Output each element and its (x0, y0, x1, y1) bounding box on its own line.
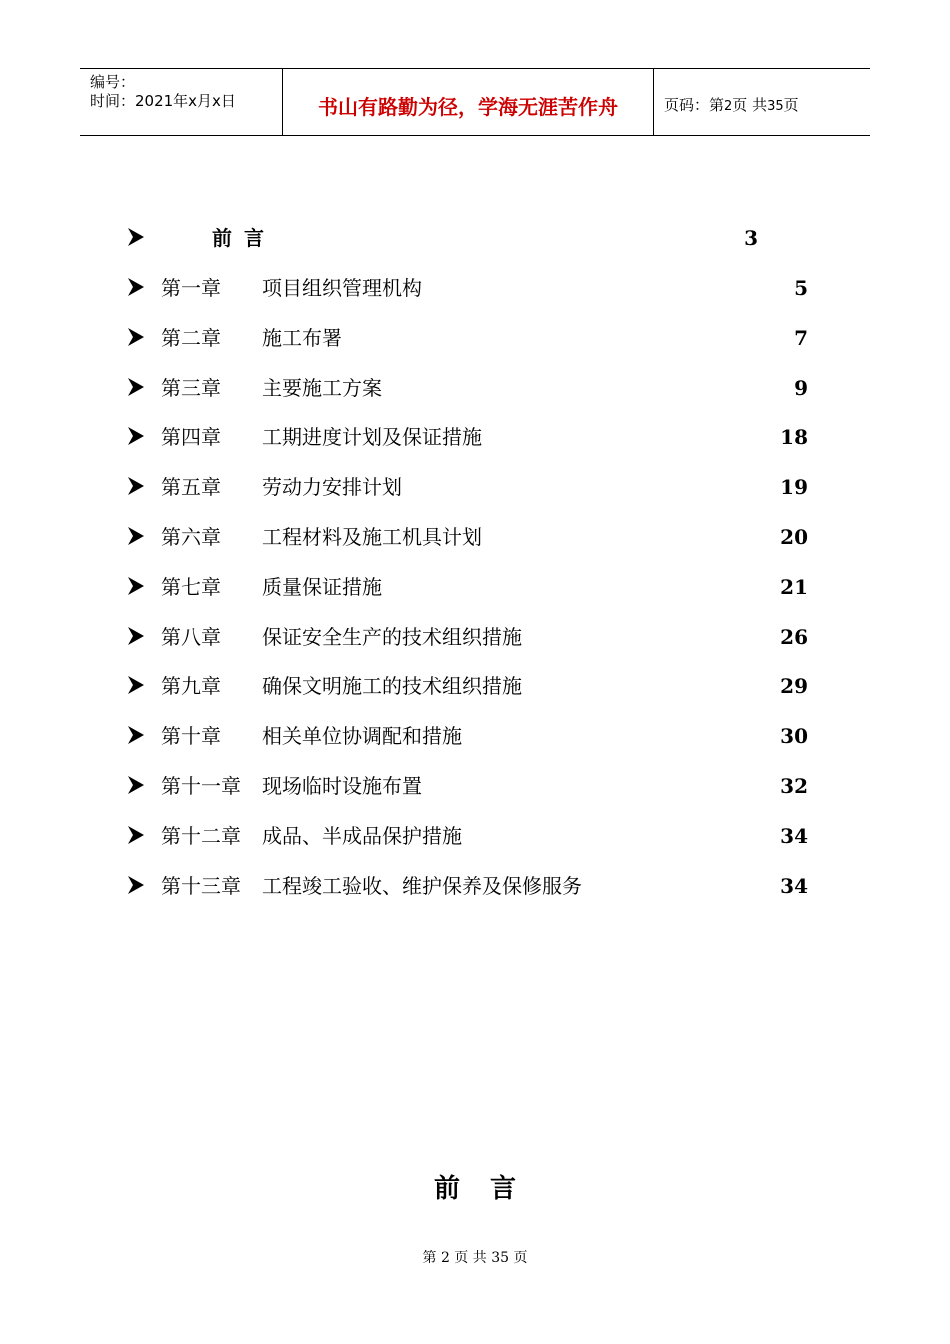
arrow-bullet-icon (127, 376, 145, 398)
arrow-bullet-icon (127, 625, 145, 647)
arrow-bullet-icon (127, 226, 145, 248)
toc-page-number: 20 (780, 525, 808, 549)
toc-chapter-title: 工程材料及施工机具计划 (262, 525, 482, 549)
toc-page-number: 18 (780, 425, 808, 449)
number-label: 编号： (90, 73, 136, 91)
toc-chapter-title: 成品、半成品保护措施 (262, 824, 462, 848)
toc-chapter-title: 劳动力安排计划 (262, 475, 402, 499)
toc-chapter-number: 第十二章 (161, 824, 241, 848)
toc-chapter-title: 保证安全生产的技术组织措施 (262, 625, 522, 649)
toc-chapter-title: 相关单位协调配和措施 (262, 724, 462, 748)
toc-chapter-number: 第一章 (161, 276, 221, 300)
arrow-bullet-icon (127, 525, 145, 547)
toc-chapter-title: 现场临时设施布置 (262, 774, 422, 798)
toc-row[interactable] (0, 573, 950, 603)
toc-preface-label: 前言 (212, 226, 276, 250)
toc-chapter-title: 工期进度计划及保证措施 (262, 425, 482, 449)
arrow-bullet-icon (127, 724, 145, 746)
toc-chapter-number: 第五章 (161, 475, 221, 499)
toc-row[interactable] (0, 623, 950, 653)
toc-row[interactable] (0, 324, 950, 354)
section-heading: 前言 (433, 1174, 546, 1204)
toc-chapter-title: 项目组织管理机构 (262, 276, 422, 300)
toc-row[interactable] (0, 274, 950, 304)
arrow-bullet-icon (127, 276, 145, 298)
arrow-bullet-icon (127, 425, 145, 447)
toc-page-number: 26 (780, 625, 808, 649)
toc-page-number: 19 (780, 475, 808, 499)
toc-row[interactable] (0, 423, 950, 453)
toc-row[interactable] (0, 523, 950, 553)
toc-page-number: 7 (794, 326, 808, 350)
toc-row[interactable] (0, 722, 950, 752)
arrow-bullet-icon (127, 824, 145, 846)
page-current: 2 (724, 99, 733, 114)
toc-preface-page: 3 (744, 226, 758, 250)
toc-row[interactable] (0, 473, 950, 503)
arrow-bullet-icon (127, 326, 145, 348)
header-page-cell (654, 69, 870, 136)
arrow-bullet-icon (127, 774, 145, 796)
arrow-bullet-icon (127, 475, 145, 497)
toc-page-number: 21 (780, 575, 808, 599)
toc-page-number: 5 (794, 276, 808, 300)
toc-chapter-number: 第九章 (161, 674, 221, 698)
arrow-bullet-icon (127, 575, 145, 597)
toc-page-number: 34 (780, 874, 808, 898)
arrow-bullet-icon (127, 674, 145, 696)
toc-chapter-number: 第六章 (161, 525, 221, 549)
toc-chapter-title: 施工布署 (262, 326, 342, 350)
header-motto-cell (282, 69, 654, 136)
toc-page-number: 29 (780, 674, 808, 698)
page-code-mid: 页 共 (732, 96, 768, 114)
toc-chapter-title: 工程竣工验收、维护保养及保修服务 (262, 874, 582, 898)
page-footer: 第 2 页 共 35 页 (422, 1250, 528, 1266)
date-line: 时间：2021年x月x日 (90, 92, 236, 110)
header-page-code (664, 94, 799, 115)
toc-row[interactable] (0, 672, 950, 702)
toc-row[interactable] (0, 374, 950, 404)
toc-chapter-number: 第七章 (161, 575, 221, 599)
toc-page-number: 34 (780, 824, 808, 848)
toc-chapter-number: 第八章 (161, 625, 221, 649)
toc-row[interactable] (0, 772, 950, 802)
toc-row-preface[interactable] (0, 224, 950, 254)
toc-chapter-number: 第十三章 (161, 874, 241, 898)
toc-chapter-number: 第十一章 (161, 774, 241, 798)
toc-chapter-number: 第十章 (161, 724, 221, 748)
toc-chapter-number: 第二章 (161, 326, 221, 350)
toc-chapter-number: 第三章 (161, 376, 221, 400)
toc-page-number: 32 (780, 774, 808, 798)
header-motto: 书山有路勤为径，学海无涯苦作舟 (318, 95, 618, 119)
header-info-cell (80, 69, 282, 136)
page-header (80, 68, 870, 136)
toc-page-number: 9 (794, 376, 808, 400)
page-code-prefix: 页码：第 (664, 96, 725, 114)
arrow-bullet-icon (127, 874, 145, 896)
page-code-suffix: 页 (783, 96, 799, 114)
page-total: 35 (767, 99, 784, 114)
toc-chapter-title: 确保文明施工的技术组织措施 (262, 674, 522, 698)
toc-row[interactable] (0, 872, 950, 902)
toc-chapter-number: 第四章 (161, 425, 221, 449)
toc-chapter-title: 主要施工方案 (262, 376, 382, 400)
toc-chapter-title: 质量保证措施 (262, 575, 382, 599)
toc-page-number: 30 (780, 724, 808, 748)
toc-row[interactable] (0, 822, 950, 852)
